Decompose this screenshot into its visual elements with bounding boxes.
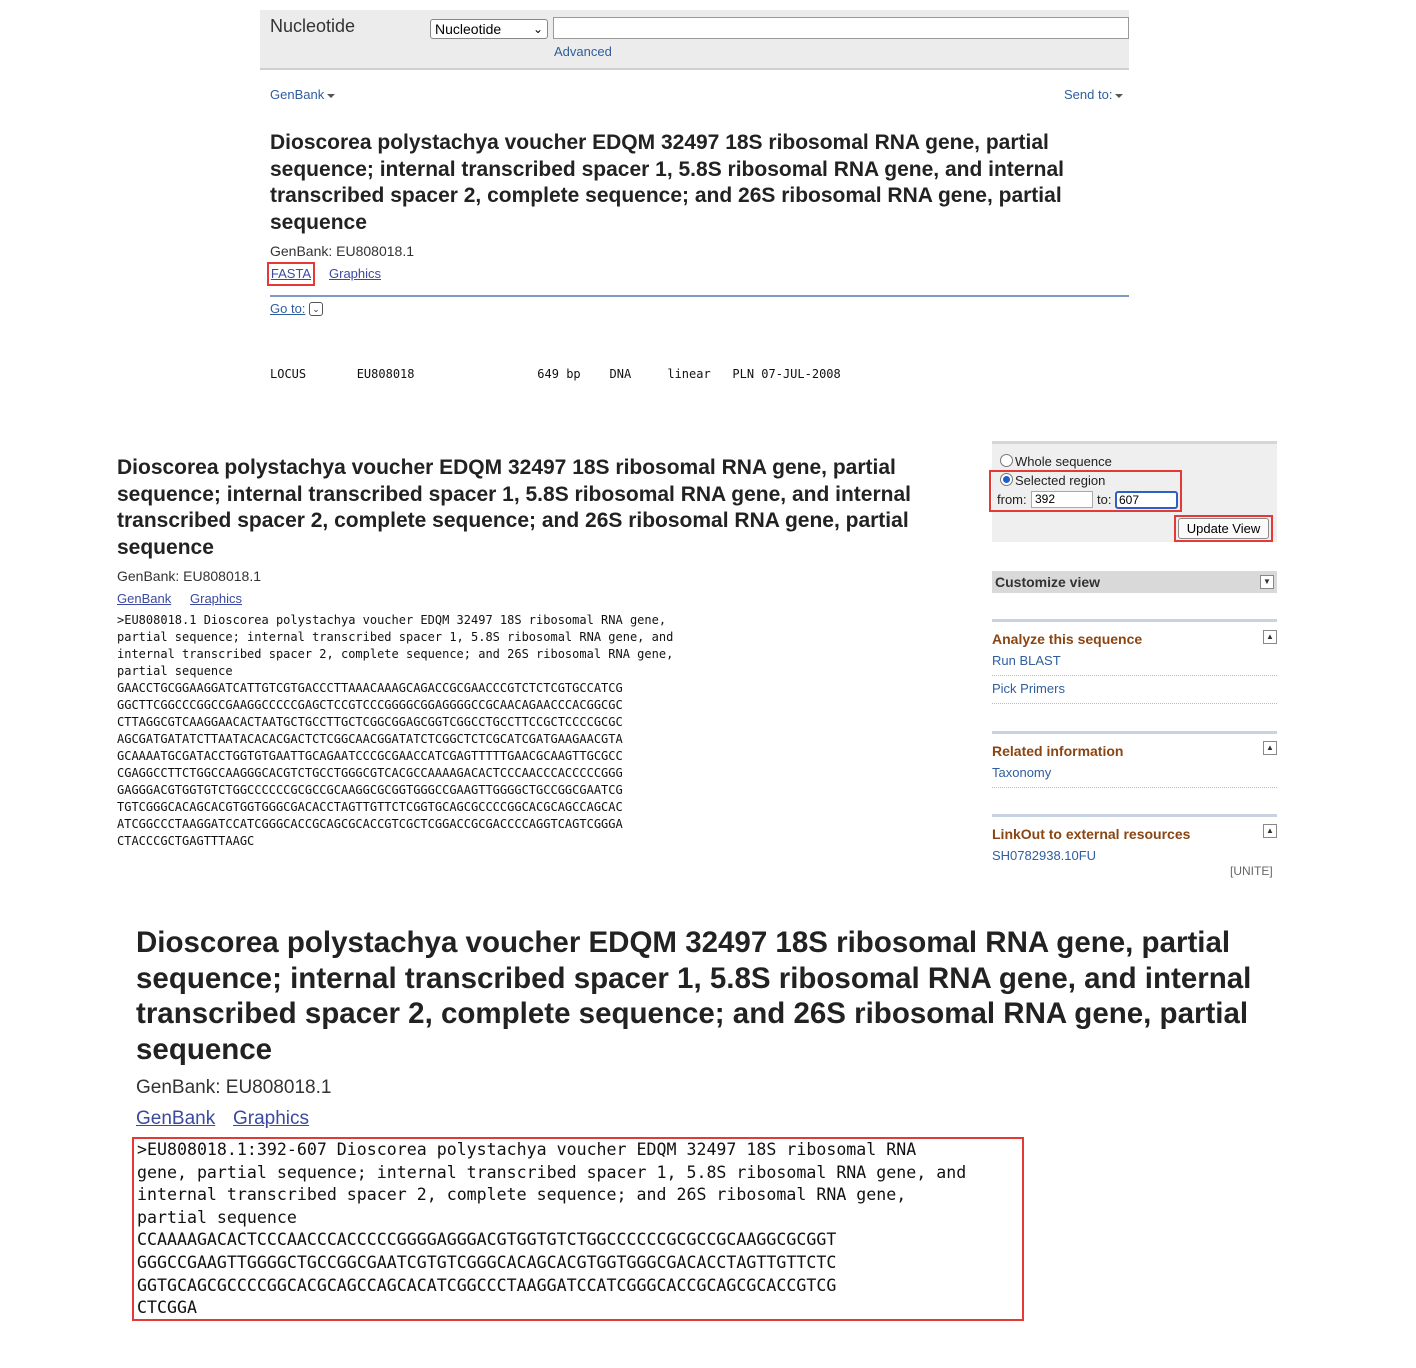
accession-label: GenBank: EU808018.1 [117, 568, 261, 584]
selected-region-label: Selected region [1015, 473, 1106, 488]
goto-link[interactable]: Go to: [270, 301, 306, 316]
fasta-line: gene, partial sequence; internal transcribed spacer 1, 5.8S ribosomal RNA gene, and [137, 1162, 967, 1182]
fasta-line: partial sequence; internal transcribed spacer 1, 5.8S ribosomal RNA gene, and [117, 630, 674, 644]
whole-sequence-label: Whole sequence [1015, 454, 1112, 469]
fasta-line: partial sequence [117, 664, 233, 678]
linkout-source: [UNITE] [1230, 864, 1273, 878]
format-menu[interactable] [270, 87, 335, 102]
fasta-line: GGTGCAGCGCCCCGGCACGCAGCCAGCACATCGGCCCTAAGGATCCATCGGGCACCGCAGCGCACCGTCG [137, 1275, 837, 1295]
dotted-divider [992, 787, 1277, 788]
graphics-link[interactable]: Graphics [190, 591, 243, 606]
accession-label: GenBank: EU808018.1 [270, 243, 414, 259]
chevron-down-icon[interactable]: ⌄ [309, 302, 323, 316]
fasta-line: >EU808018.1:392-607 Dioscorea polystachya voucher EDQM 32497 18S ribosomal RNA [137, 1140, 917, 1159]
dotted-divider [992, 703, 1277, 704]
update-view-button[interactable]: Update View [1178, 518, 1269, 539]
fasta-line: GGCTTCGGCCCGGCCGAAGGCCCCCGAGCTCCGTCCCGGGGCGGAGGGGCCGCAACAGAACCCACGGCGC [117, 698, 623, 712]
taxonomy-link[interactable]: Taxonomy [992, 765, 1052, 780]
dotted-divider [992, 675, 1277, 676]
fasta-line: internal transcribed spacer 2, complete sequence; and 26S ribosomal RNA gene, [137, 1185, 907, 1205]
collapse-icon[interactable]: ▲ [1263, 824, 1277, 838]
section-divider [992, 731, 1277, 734]
analyze-heading: Analyze this sequence [992, 631, 1143, 647]
send-to-menu[interactable] [1064, 87, 1123, 102]
to-label: to: [1097, 492, 1112, 507]
fasta-line: CTTAGGCGTCAAGGAACACTAATGCTGCCTTGCTCGGCGGAGCGGTCGGCCTGCCTTCCGCTCCCCGCGC [117, 715, 623, 729]
whole-sequence-radio[interactable] [1000, 454, 1013, 467]
caret-down-icon [327, 94, 335, 98]
format-menu-label: GenBank [270, 87, 325, 102]
fasta-line: >EU808018.1 Dioscorea polystachya voucher EDQM 32497 18S ribosomal RNA gene, [117, 613, 667, 627]
region-selector [992, 441, 1277, 542]
advanced-search-link[interactable]: Advanced [554, 44, 612, 59]
region-highlight [989, 470, 1182, 512]
fasta-line: CTCGGA [137, 1298, 197, 1318]
fasta-sequence [117, 612, 817, 850]
fasta-sequence [137, 1139, 1022, 1320]
from-input[interactable]: 392 [1031, 491, 1093, 508]
run-blast-link[interactable]: Run BLAST [992, 653, 1061, 668]
fasta-line: internal transcribed spacer 2, complete sequence; and 26S ribosomal RNA gene, [117, 647, 674, 661]
fasta-line: ATCGGCCCTAAGGATCCATCGGGCACCGCAGCGCACCGTCGCTCGGACCGCGACCCCAGGTCAGTCGGGA [117, 817, 623, 831]
graphics-link[interactable]: Graphics [329, 266, 382, 281]
record-line: LOCUS EU808018 649 bp DNA linear PLN 07-JUL-2008 [270, 367, 841, 381]
fasta-line: TGTCGGGCACAGCACGTGGTGGGCGACACCTAGTTGTTCTCGGTGCAGCGCCCCGGCACGCAGCCAGCAC [117, 800, 623, 814]
genbank-record [270, 332, 930, 410]
to-input[interactable]: 607 [1115, 491, 1178, 509]
expand-icon[interactable]: ▼ [1260, 575, 1274, 589]
unite-link[interactable]: SH0782938.10FU [992, 848, 1097, 863]
fasta-line: CTACCCGCTGAGTTTAAGC [117, 834, 255, 848]
graphics-link[interactable]: Graphics [233, 1108, 310, 1129]
send-to-label: Send to: [1064, 87, 1113, 102]
fasta-line: partial sequence [137, 1207, 297, 1227]
record-title: Dioscorea polystachya voucher EDQM 32497 18S ribosomal RNA gene, partial sequence; internal transcribed spacer 1, 5.8S ribosomal RNA gene, and internal transcribed spacer 2, complete sequence; and 26S ribosomal RNA gene, partial sequence [136, 926, 1252, 1066]
related-heading: Related information [992, 743, 1124, 759]
customize-view-label: Customize view [995, 574, 1101, 590]
divider [270, 295, 1129, 297]
section-divider [992, 814, 1277, 817]
accession-label: GenBank: EU808018.1 [136, 1077, 332, 1098]
linkout-heading: LinkOut to external resources [992, 826, 1191, 842]
from-label: from: [997, 492, 1027, 507]
fasta-link-highlight[interactable] [267, 262, 315, 286]
database-select[interactable] [430, 19, 548, 39]
pick-primers-link[interactable]: Pick Primers [992, 681, 1065, 696]
fasta-line: CGAGGCCTTCTGGCCAAGGGCACGTCTGCCTGGGCGTCACGCCAAAAGACACTCCCAACCCACCCCCGGG [117, 766, 623, 780]
customize-view-header[interactable] [992, 571, 1277, 593]
genbank-link[interactable]: GenBank [136, 1108, 216, 1129]
fasta-line: GCAAAATGCGATACCTGGTGTGAATTGCAGAATCCCGCGAACCATCGAGTTTTTGAACGCAAGTTGCGCC [117, 749, 623, 763]
section-divider [992, 619, 1277, 622]
record-title: Dioscorea polystachya voucher EDQM 32497 18S ribosomal RNA gene, partial sequence; internal transcribed spacer 1, 5.8S ribosomal RNA gene, and internal transcribed spacer 2, complete sequence; and 26S ribosomal RNA gene, partial sequence [270, 131, 1064, 234]
collapse-icon[interactable]: ▲ [1263, 741, 1277, 755]
caret-down-icon [1115, 94, 1123, 98]
search-bar [260, 10, 1129, 70]
genbank-link[interactable]: GenBank [117, 591, 172, 606]
fasta-line: GGGCCGAAGTTGGGGCTGCCGGCGAATCGTGTCGGGCACAGCACGTGGTGGGCGACACCTAGTTGTTCTC [137, 1252, 837, 1272]
search-input[interactable] [553, 17, 1129, 39]
fasta-link[interactable]: FASTA [270, 266, 312, 281]
fasta-line: GAACCTGCGGAAGGATCATTGTCGTGACCCTTAAACAAAGCAGACCGCGAACCCGTCTCTCGTGCCATCG [117, 681, 623, 695]
database-label: Nucleotide [270, 16, 356, 36]
fasta-line: GAGGGACGTGGTGTCTGGCCCCCCGCGCCGCAAGGCGCGGTGGGCCGAAGTTGGGGCTGCCGGCGAATCG [117, 783, 623, 797]
database-select-value: Nucleotide [435, 21, 502, 37]
record-title: Dioscorea polystachya voucher EDQM 32497 18S ribosomal RNA gene, partial sequence; internal transcribed spacer 1, 5.8S ribosomal RNA gene, and internal transcribed spacer 2, complete sequence; and 26S ribosomal RNA gene, partial sequence [117, 456, 911, 559]
fasta-line: CCAAAAGACACTCCCAACCCACCCCCGGGGAGGGACGTGGTGTCTGGCCCCCCGCGCCGCAAGGCGCGGT [137, 1230, 837, 1250]
fasta-line: AGCGATGATATCTTAATACACACGACTCTCGGCAACGGATATCTCGGCTCTCGCATCGATGAAGAACGTA [117, 732, 623, 746]
collapse-icon[interactable]: ▲ [1263, 630, 1277, 644]
chevron-down-icon: ⌄ [532, 22, 543, 36]
